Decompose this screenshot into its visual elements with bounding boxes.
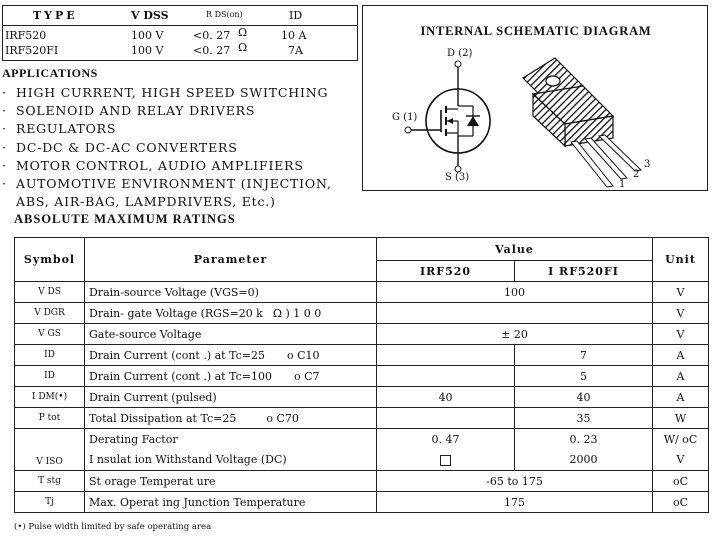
type-row-2-id: 7A (288, 44, 303, 57)
applications-list (2, 84, 332, 211)
list-item: · DC-DC & DC-AC CONVERTERS (2, 139, 238, 155)
pin-s-label: S (3) (445, 172, 470, 183)
list-item: · REGULATORS (2, 121, 117, 137)
value-header: Value (377, 238, 653, 261)
list-item: · AUTOMOTIVE ENVIRONMENT (INJECTION, (2, 176, 332, 192)
type-row-1-rds: <0. 27 (193, 29, 231, 42)
type-row-1-rds-unit: Ω (238, 26, 248, 39)
type-table-header (3, 6, 357, 26)
type-row-2-type: IRF520FI (5, 44, 59, 57)
table-row: I DM(•) Drain Current (pulsed) 40 40 A (15, 387, 709, 408)
type-table (2, 5, 358, 61)
ratings-table (14, 237, 709, 513)
list-item: · MOTOR CONTROL, AUDIO AMPLIFIERS (2, 157, 304, 173)
footnote: (•) Pulse width limited by safe operating area (14, 522, 212, 532)
type-header: TYPE (33, 9, 78, 22)
type-row-2-rds: <0. 27 (193, 44, 231, 57)
type-row-1-vdss: 100 V (131, 29, 164, 42)
applications-title: APPLICATIONS (2, 66, 98, 80)
vdss-header: V DSS (131, 9, 169, 22)
unit-header: Unit (653, 238, 709, 282)
symbol-header: Symbol (15, 238, 85, 282)
irf520fi-header: I RF520FI (515, 261, 653, 282)
table-row: V GS Gate-source Voltage ± 20 V (15, 324, 709, 345)
rds-header: R DS(on) (206, 10, 243, 19)
to220-package-icon (513, 46, 653, 191)
pkg-pin-1-label: 1 (619, 179, 626, 190)
table-row: Tj Max. Operat ing Junction Temperature 175 oC (15, 492, 709, 513)
table-row: T stg St orage Temperat ure -65 to 175 oC (15, 471, 709, 492)
table-row: P tot Total Dissipation at Tc=25 o C70 35 W (15, 408, 709, 429)
table-row: V DS Drain-source Voltage (VGS=0) 100 V (15, 282, 709, 303)
ratings-title: ABSOLUTE MAXIMUM RATINGS (14, 212, 236, 226)
schematic-box (362, 5, 708, 191)
type-row-1-type: IRF520 (5, 29, 47, 42)
pin-d-label: D (2) (447, 48, 473, 59)
table-row: ID Drain Current (cont .) at Tc=25 o C10 7 A (15, 345, 709, 366)
list-item: · SOLENOID AND RELAY DRIVERS (2, 103, 256, 119)
table-row: V ISO Derating Factor 0. 47 0. 23 W/ oC (15, 429, 709, 450)
irf520-header: IRF520 (377, 261, 515, 282)
list-item-continuation: ABS, AIR-BAG, LAMPDRIVERS, Etc.) (16, 194, 276, 210)
list-item: · HIGH CURRENT, HIGH SPEED SWITCHING (2, 85, 329, 100)
parameter-header: Parameter (85, 238, 377, 282)
schematic-title: INTERNAL SCHEMATIC DIAGRAM (420, 24, 652, 38)
pkg-pin-2-label: 2 (633, 169, 640, 180)
type-row-1-id: 10 A (281, 29, 307, 42)
type-row-2-rds-unit: Ω (238, 41, 248, 54)
pkg-pin-3-label: 3 (644, 159, 651, 170)
table-row: ID Drain Current (cont .) at Tc=100 o C7 5 A (15, 366, 709, 387)
pin-g-label: G (1) (392, 112, 418, 123)
type-row-2-vdss: 100 V (131, 44, 164, 57)
id-header: ID (289, 9, 303, 22)
checkbox-square-icon (440, 455, 451, 466)
table-row: I nsulat ion Withstand Voltage (DC) 2000 V (15, 450, 709, 471)
table-row: V DGR Drain- gate Voltage (RGS=20 k Ω ) 1 0 0 V (15, 303, 709, 324)
